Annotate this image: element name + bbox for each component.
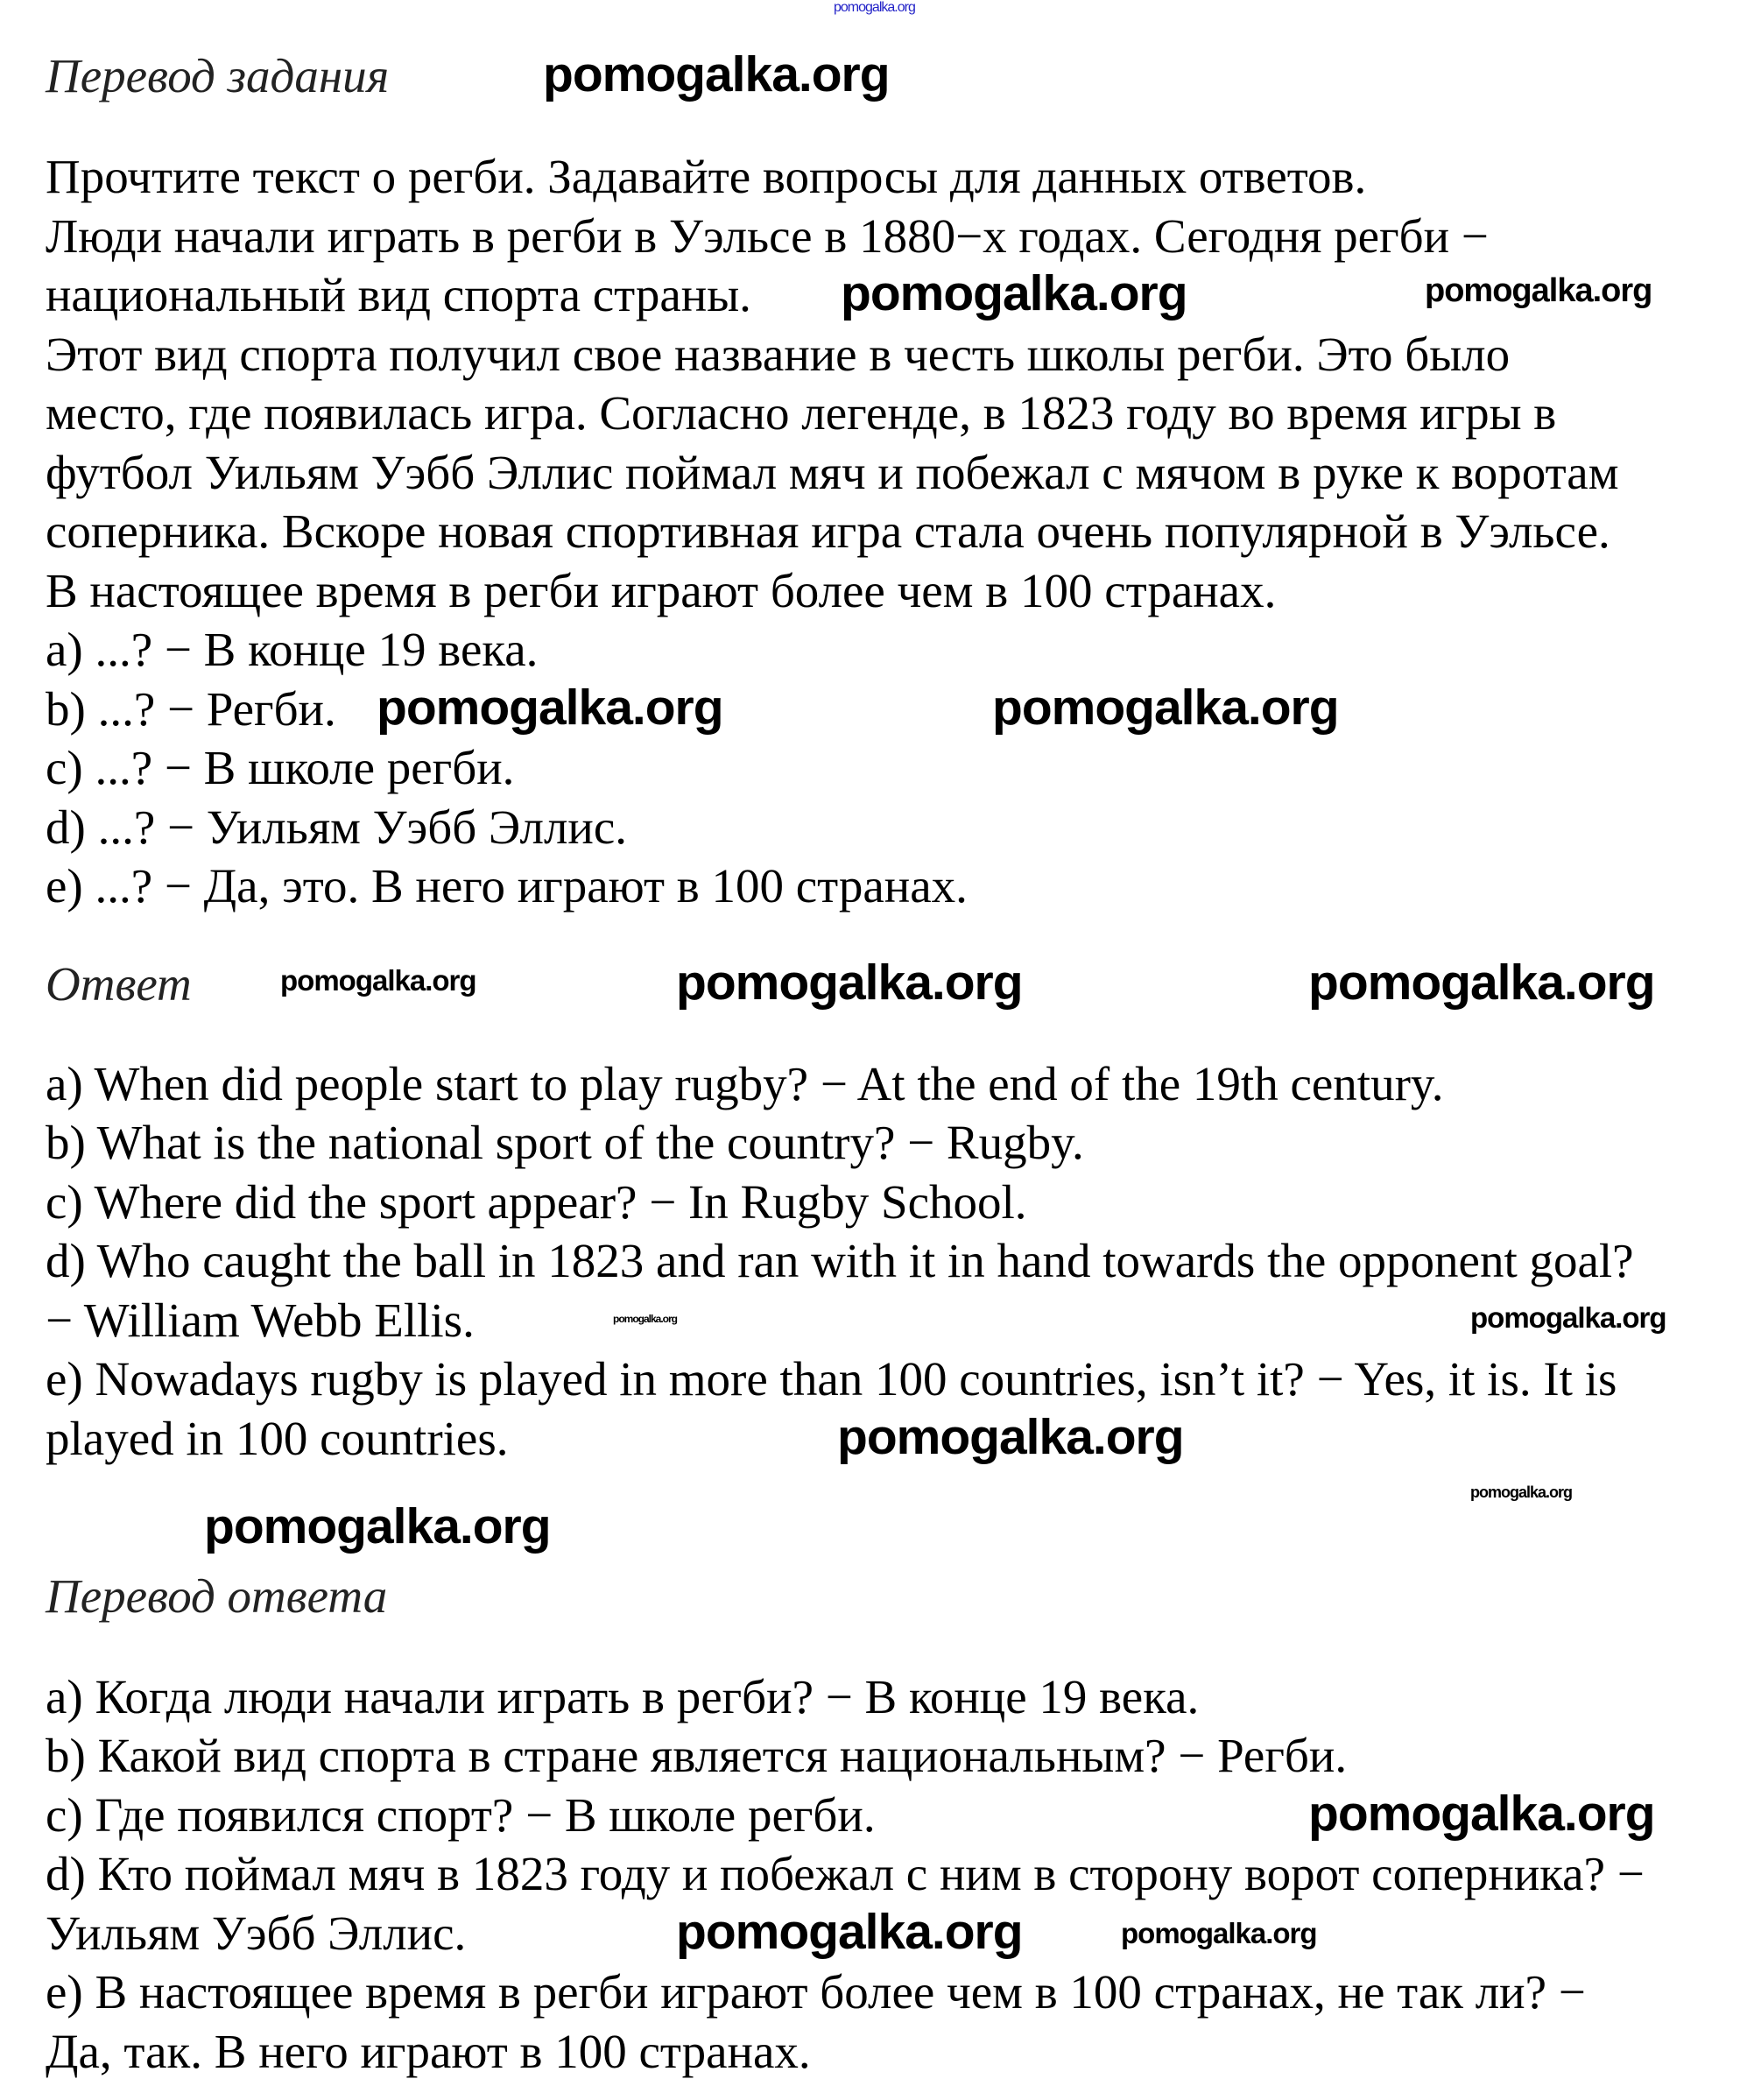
watermark: pomogalka.org — [834, 0, 915, 15]
watermark: pomogalka.org — [837, 1409, 1184, 1465]
watermark: pomogalka.org — [280, 964, 476, 997]
text-line: Прочтите текст о регби. Задавайте вопросы для данных ответов. — [46, 150, 1367, 203]
text-line: e) В настоящее время в регби играют более чем в 100 странах, не так ли? − — [46, 1965, 1586, 2019]
watermark: pomogalka.org — [1470, 1301, 1666, 1334]
text-line: a) Когда люди начали играть в регби? − В конце 19 века. — [46, 1670, 1200, 1723]
text-line: b) ...? − Регби. — [46, 682, 336, 736]
text-line: Люди начали играть в регби в Уэльсе в 1880−х годах. Сегодня регби − — [46, 209, 1489, 263]
text-line: соперника. Вскоре новая спортивная игра стала очень популярной в Уэльсе. — [46, 504, 1610, 558]
watermark: pomogalka.org — [1470, 1483, 1573, 1501]
watermark: pomogalka.org — [1121, 1917, 1317, 1949]
watermark: pomogalka.org — [204, 1498, 551, 1554]
text-line: played in 100 countries. — [46, 1412, 509, 1465]
answer-translation-heading: Перевод ответа — [46, 1569, 388, 1623]
text-line: d) ...? − Уильям Уэбб Эллис. — [46, 800, 628, 854]
watermark: pomogalka.org — [841, 265, 1187, 321]
text-line: a) When did people start to play rugby? − At the end of the 19th century. — [46, 1057, 1444, 1110]
text-line: a) ...? − В конце 19 века. — [46, 623, 539, 676]
task-translation-heading: Перевод задания — [46, 49, 390, 102]
text-line: c) Где появился спорт? − В школе регби. — [46, 1788, 876, 1842]
watermark: pomogalka.org — [1308, 1786, 1655, 1842]
text-line: В настоящее время в регби играют более чем в 100 странах. — [46, 564, 1277, 617]
text-line: − William Webb Ellis. — [46, 1293, 475, 1347]
watermark: pomogalka.org — [377, 680, 723, 736]
text-line: национальный вид спорта страны. — [46, 268, 751, 321]
text-line: e) Nowadays rugby is played in more than 100 countries, isn’t it? − Yes, it is. It is — [46, 1352, 1617, 1406]
answer-heading: Ответ — [46, 957, 192, 1011]
text-line: футбол Уильям Уэбб Эллис поймал мяч и побежал с мячом в руке к воротам — [46, 446, 1619, 499]
watermark: pomogalka.org — [543, 46, 890, 102]
watermark: pomogalka.org — [1308, 955, 1655, 1011]
text-line: e) ...? − Да, это. В него играют в 100 странах. — [46, 859, 968, 913]
text-line: d) Кто поймал мяч в 1823 году и побежал с ним в сторону ворот соперника? − — [46, 1847, 1645, 1900]
text-line: b) What is the national sport of the country? − Rugby. — [46, 1116, 1084, 1169]
text-line: Уильям Уэбб Эллис. — [46, 1906, 467, 1960]
watermark: pomogalka.org — [676, 1904, 1023, 1960]
text-line: d) Who caught the ball in 1823 and ran with it in hand towards the opponent goal? — [46, 1234, 1634, 1287]
text-line: Этот вид спорта получил свое название в честь школы регби. Это было — [46, 328, 1511, 381]
watermark: pomogalka.org — [676, 955, 1023, 1011]
watermark: pomogalka.org — [1425, 272, 1652, 309]
text-line: Да, так. В него играют в 100 странах. — [46, 2025, 811, 2078]
watermark: pomogalka.org — [992, 680, 1339, 736]
text-line: c) Where did the sport appear? − In Rugby School. — [46, 1175, 1027, 1229]
text-line: место, где появилась игра. Согласно легенде, в 1823 году во время игры в — [46, 386, 1557, 440]
text-line: b) Какой вид спорта в стране является национальным? − Регби. — [46, 1729, 1348, 1782]
watermark: pomogalka.org — [613, 1313, 678, 1325]
text-line: c) ...? − В школе регби. — [46, 741, 515, 794]
